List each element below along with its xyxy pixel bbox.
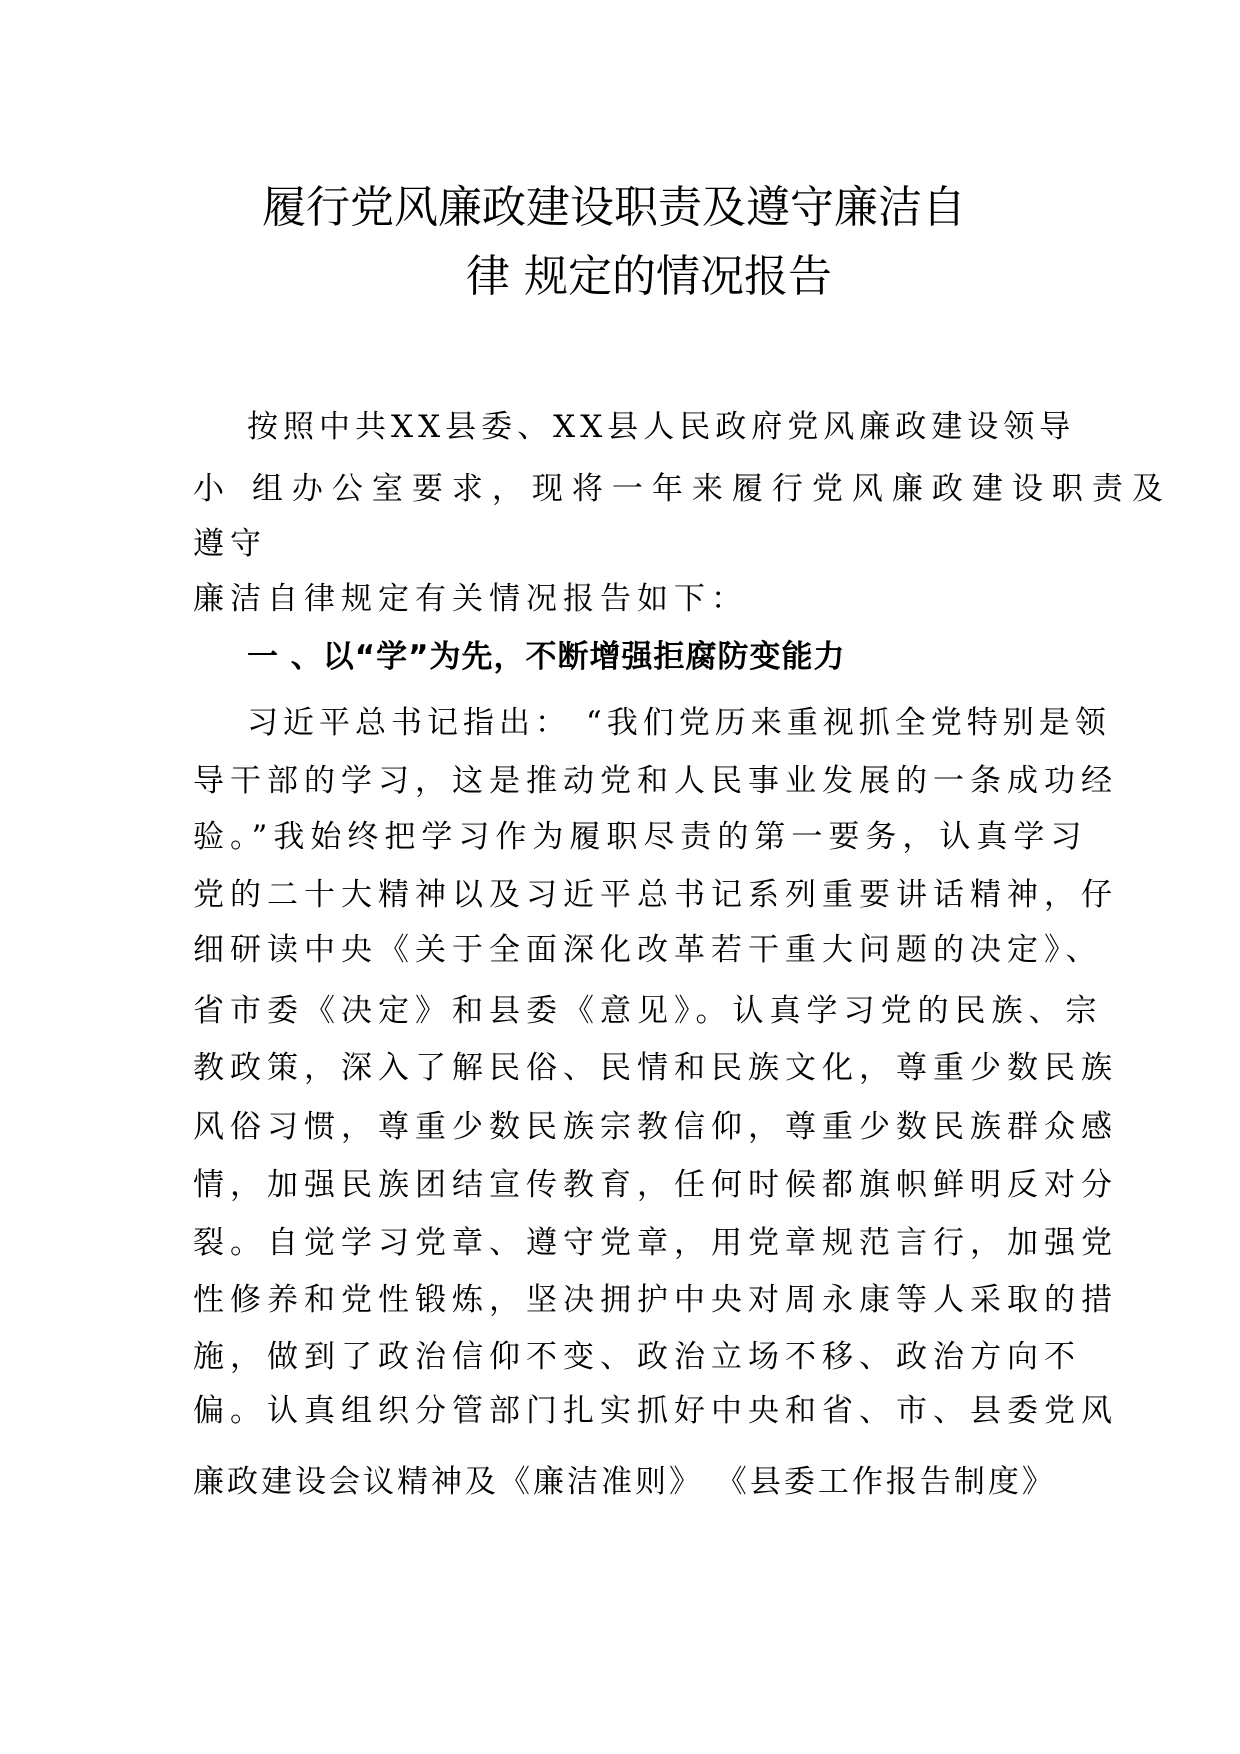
section-body-line: 验。”我始终把学习作为履职尽责的第一要务，认真学习 [193, 819, 1088, 855]
section-heading: 一 、以“学”为先，不断增强拒腐防变能力 [247, 639, 846, 675]
section-body-line: 廉政建设会议精神及《廉洁准则》 《县委工作报告制度》 [193, 1464, 1056, 1500]
intro-line: 廉洁自律规定有关情况报告如下： [193, 581, 748, 617]
document-title-line-2: 律 规定的情况报告 [466, 251, 832, 302]
document-title-line-1: 履行党风廉政建设职责及遵守廉洁自 [262, 182, 966, 233]
intro-line: 小 组办公室要求，现将一年来履行党风廉政建设职责及 [193, 471, 1172, 507]
section-body-line: 省市委《决定》和县委《意见》。认真学习党的民族、宗 [193, 993, 1103, 1029]
section-body-line: 党的二十大精神以及习近平总书记系列重要讲话精神，仔 [193, 877, 1118, 913]
section-body-line: 导干部的学习，这是推动党和人民事业发展的一条成功经 [193, 763, 1118, 799]
section-body-line: 性修养和党性锻炼，坚决拥护中央对周永康等人采取的措 [193, 1282, 1118, 1318]
section-body-line: 施，做到了政治信仰不变、政治立场不移、政治方向不 [193, 1339, 1081, 1375]
section-body-line: 裂。自觉学习党章、遵守党章，用党章规范言行，加强党 [193, 1225, 1118, 1261]
intro-line: 按照中共XX县委、XX县人民政府党风廉政建设领导 [247, 409, 1076, 445]
section-body-line: 教政策，深入了解民俗、民情和民族文化，尊重少数民族 [193, 1050, 1118, 1086]
section-body-line: 偏。认真组织分管部门扎实抓好中央和省、市、县委党风 [193, 1393, 1118, 1429]
section-body-line: 情，加强民族团结宣传教育，任何时候都旗帜鲜明反对分 [193, 1167, 1118, 1203]
section-body-line: 细研读中央《关于全面深化改革若干重大问题的决定》、 [193, 932, 1103, 968]
section-body-line: 风俗习惯，尊重少数民族宗教信仰，尊重少数民族群众感 [193, 1109, 1118, 1145]
intro-line: 遵守 [193, 526, 267, 562]
section-body-line: 习近平总书记指出： “我们党历来重视抓全党特别是领 [247, 705, 1111, 741]
